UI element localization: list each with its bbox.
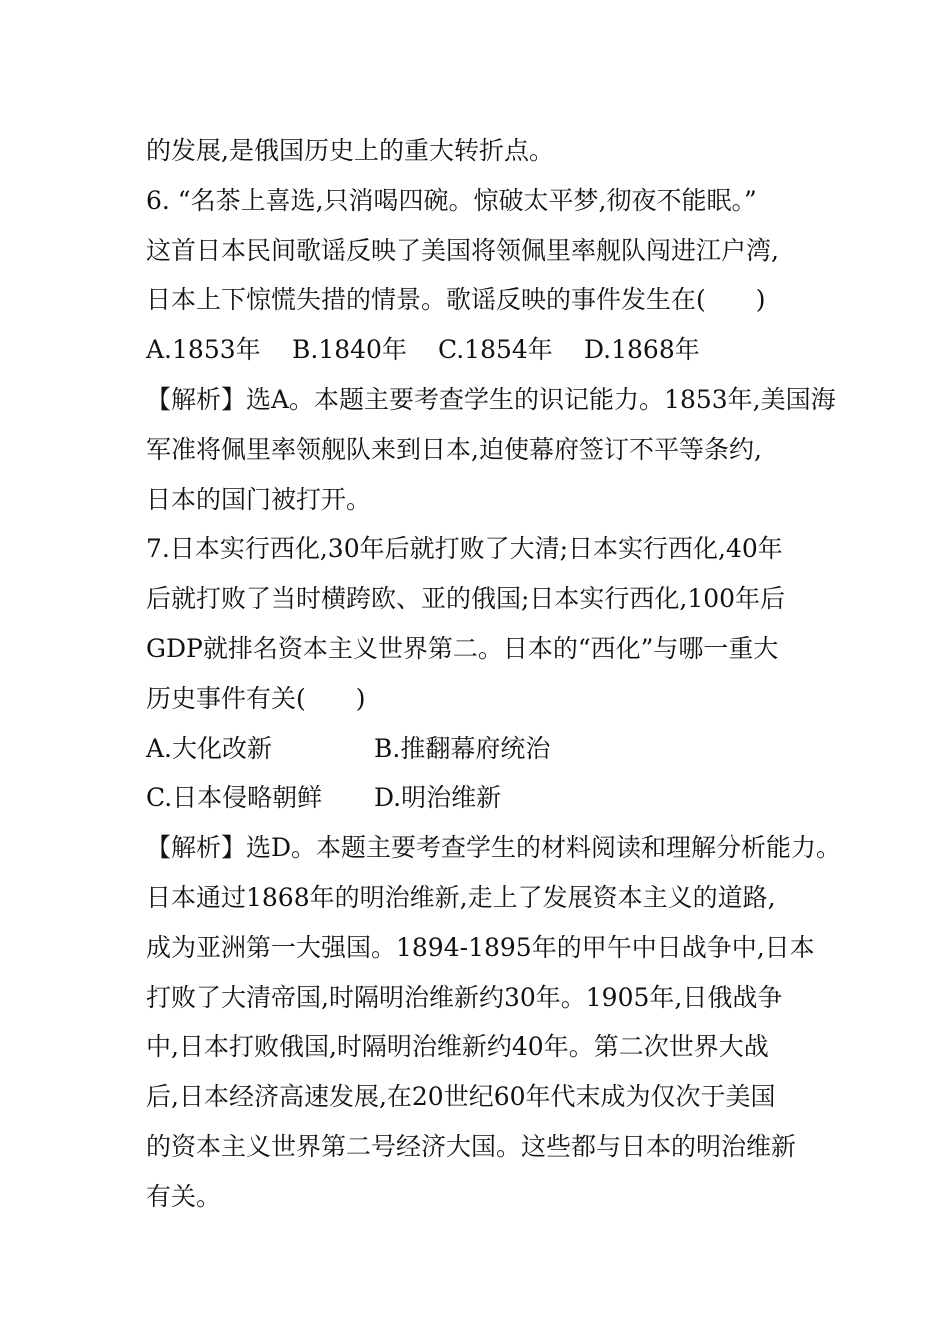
q6-option-b: B.1840年 xyxy=(292,335,407,365)
q7-stem-line: 后就打败了当时横跨欧、亚的俄国;日本实行西化,100年后 xyxy=(146,584,786,614)
q6-option-a: A.1853年 xyxy=(146,335,261,365)
q6-options xyxy=(146,325,826,375)
q7-analysis-line: 成为亚洲第一大强国。1894-1895年的甲午中日战争中,日本 xyxy=(146,932,815,962)
intro-line: 的发展,是俄国历史上的重大转折点。 xyxy=(146,136,554,165)
question-6 xyxy=(146,176,836,525)
q7-option-a: A.大化改新 xyxy=(146,733,273,763)
q7-analysis-line: 有关。 xyxy=(146,1181,222,1211)
q7-analysis-line: 的资本主义世界第二号经济大国。这些都与日本的明治维新 xyxy=(146,1131,797,1161)
q7-option-b: B.推翻幕府统治 xyxy=(374,733,551,763)
q6-option-d: D.1868年 xyxy=(584,335,700,365)
q6-stem-line: 日本上下惊慌失措的情景。歌谣反映的事件发生在( ) xyxy=(146,285,766,315)
q7-options-row-2 xyxy=(146,773,826,823)
q7-stem-line: 7.日本实行西化,30年后就打败了大清;日本实行西化,40年 xyxy=(146,534,783,564)
q7-analysis-line: 后,日本经济高速发展,在20世纪60年代末成为仅次于美国 xyxy=(146,1082,776,1112)
q7-stem-line: 历史事件有关( ) xyxy=(146,683,366,713)
q6-analysis-line: 【解析】选A。本题主要考查学生的识记能力。1853年,美国海 xyxy=(146,384,836,414)
q7-analysis-line: 日本通过1868年的明治维新,走上了发展资本主义的道路, xyxy=(146,882,776,912)
q7-analysis-line: 打败了大清帝国,时隔明治维新约30年。1905年,日俄战争 xyxy=(146,982,783,1012)
q6-stem-line: 6. “名茶上喜选,只消喝四碗。惊破太平梦,彻夜不能眠。” xyxy=(146,185,757,215)
q6-analysis-line: 军准将佩里率领舰队来到日本,迫使幕府签订不平等条约, xyxy=(146,434,762,464)
q6-analysis-line: 日本的国门被打开。 xyxy=(146,484,372,514)
q7-stem-line: GDP就排名资本主义世界第二。日本的“西化”与哪一重大 xyxy=(146,633,779,663)
q7-analysis-line: 中,日本打败俄国,时隔明治维新约40年。第二次世界大战 xyxy=(146,1032,769,1062)
q7-option-d: D.明治维新 xyxy=(374,783,502,813)
q7-options-row-1 xyxy=(146,724,826,774)
question-7 xyxy=(146,524,842,1221)
q7-option-c: C.日本侵略朝鲜 xyxy=(146,783,323,813)
q6-option-c: C.1854年 xyxy=(438,335,553,365)
document-page xyxy=(146,126,842,1222)
q7-analysis-line: 【解析】选D。本题主要考查学生的材料阅读和理解分析能力。 xyxy=(146,833,842,863)
q6-stem-line: 这首日本民间歌谣反映了美国将领佩里率舰队闯进江户湾, xyxy=(146,235,779,265)
